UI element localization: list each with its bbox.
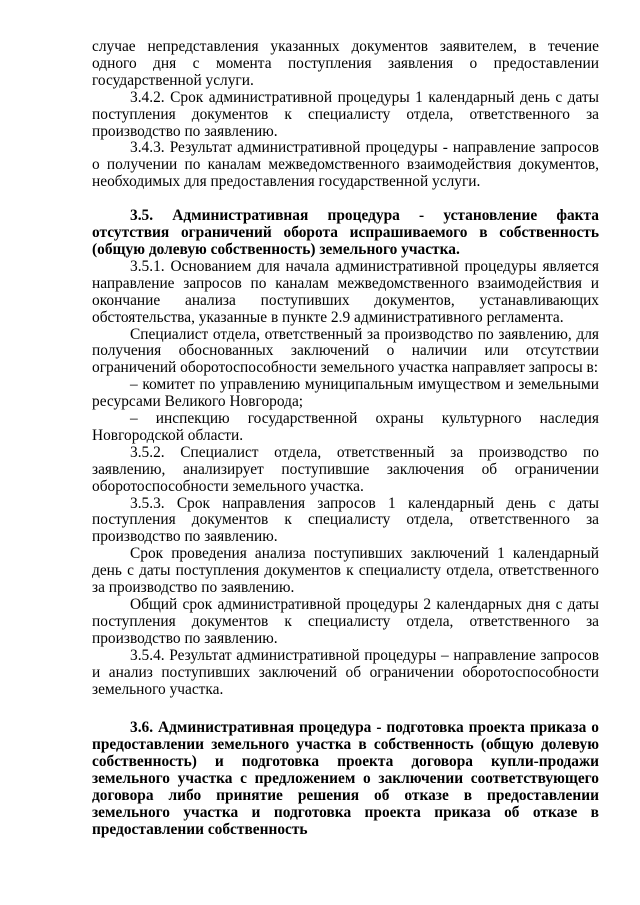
paragraph-3-5-3: 3.5.3. Срок направления запросов 1 календарный день с даты поступления документов к специалисту отдела, ответственного за производство по заявлению. <box>92 494 599 546</box>
paragraph-3-4-2: 3.4.2. Срок административной процедуры 1 календарный день с даты поступления документов к специалисту отдела, ответственного за производство по заявлению. <box>92 88 599 140</box>
paragraph-total-term: Общий срок административной процедуры 2 календарных дня с даты поступления документов к специалисту отдела, ответственного за производство по заявлению. <box>92 596 599 647</box>
paragraph-3-4-3: 3.4.3. Результат административной процедуры - направление запросов о получении по каналам межведомственного взаимодействия документов, необходимых для предоставления государственной услуги. <box>92 139 599 191</box>
paragraph-analysis-term: Срок проведения анализа поступивших заключений 1 календарный день с даты поступления документов к специалисту отдела, ответственного за производство по заявлению. <box>92 545 599 597</box>
paragraph-3-5-2: 3.5.2. Специалист отдела, ответственный за производство по заявлению, анализирует поступившие заключения об ограничении оборотоспособности земельного участка. <box>92 443 599 495</box>
section-heading-3-5: 3.5. Административная процедура - установление факта отсутствия ограничений оборота испрашиваемого в собственность (общую долевую собственность) земельного участка. <box>92 207 599 258</box>
document-body <box>92 39 599 839</box>
paragraph-3-5-1: 3.5.1. Основанием для начала административной процедуры является направление запросов по каналам межведомственного взаимодействия и окончание анализа поступивших документов, устанавливающих обстоятельства, указанные в пункте 2.9 административного регламента. <box>92 257 599 326</box>
paragraph-continuation: случае непредставления указанных документов заявителем, в течение одного дня с момента поступления заявления о предоставлении государственной услуги. <box>92 38 599 89</box>
section-heading-3-6: 3.6. Административная процедура - подготовка проекта приказа о предоставлении земельного участка в собственность (общую долевую собственность) и подготовка проекта договора купли-продажи земельного участка с предложением о заключении соответствующего договора либо принятие решения об отказе в предоставлении земельного участка и подготовка проекта приказа об отказе в предоставлении собственность <box>92 719 599 838</box>
paragraph-specialist-requests: Специалист отдела, ответственный за производство по заявлению, для получения обоснованных заключений о наличии или отсутствии ограничений оборотоспособности земельного участка направляет запросы в: <box>92 325 599 377</box>
list-item-inspection: – инспекцию государственной охраны культурного наследия Новгородской области. <box>92 410 599 444</box>
list-item-committee: – комитет по управлению муниципальным имуществом и земельными ресурсами Великого Новгорода; <box>92 376 599 411</box>
paragraph-3-5-4: 3.5.4. Результат административной процедуры – направление запросов и анализ поступивших заключений об ограничении оборотоспособности земельного участка. <box>92 646 599 698</box>
